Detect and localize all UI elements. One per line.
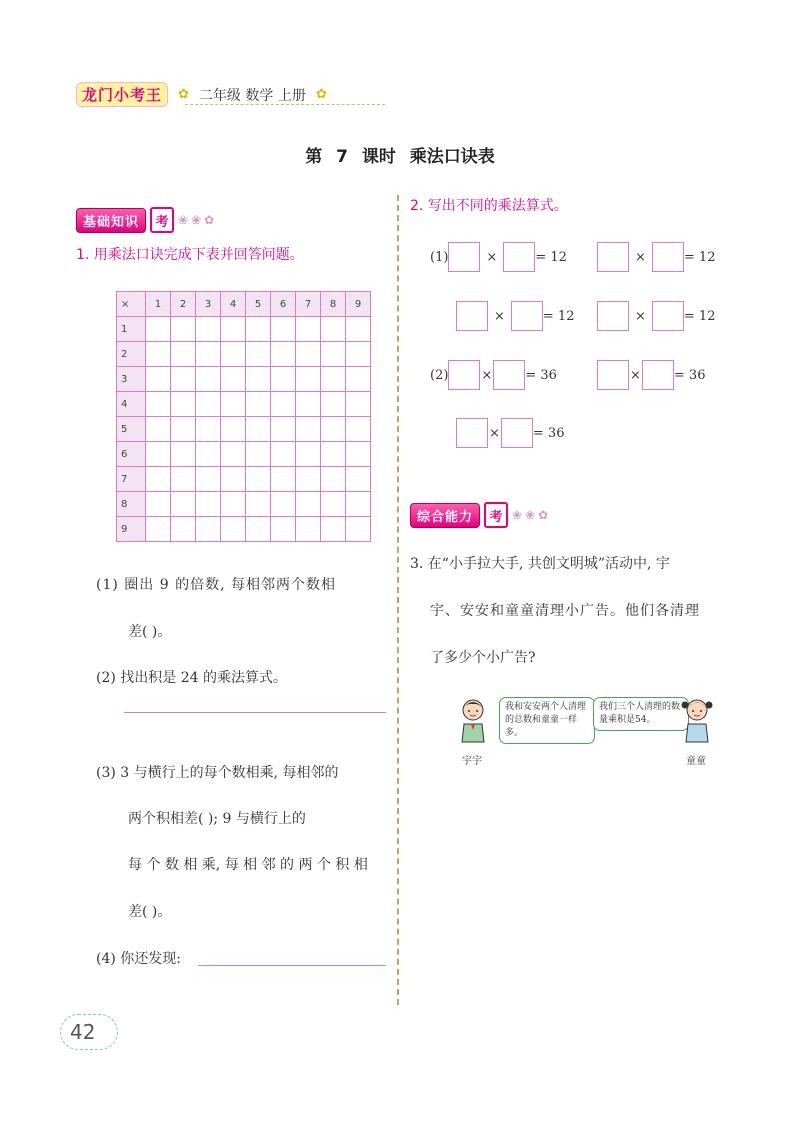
q2-eq-4 xyxy=(597,301,715,331)
table-answer-cell[interactable] xyxy=(346,317,371,342)
table-row-label: 1 xyxy=(117,317,146,342)
table-answer-cell[interactable] xyxy=(146,367,171,392)
times-sign: × xyxy=(630,367,641,383)
table-answer-cell[interactable] xyxy=(321,417,346,442)
table-answer-cell[interactable] xyxy=(321,517,346,542)
section-basic-label: 基础知识 xyxy=(76,208,146,233)
table-row-label: 6 xyxy=(117,442,146,467)
section-comprehensive xyxy=(410,502,551,528)
answer-box[interactable] xyxy=(652,242,684,272)
table-answer-cell[interactable] xyxy=(221,517,246,542)
table-answer-cell[interactable] xyxy=(221,417,246,442)
table-answer-cell[interactable] xyxy=(321,392,346,417)
table-answer-cell[interactable] xyxy=(296,417,321,442)
q2-eq-6 xyxy=(597,360,705,390)
q1-sub3-line4: 差( )。 xyxy=(128,904,172,920)
answer-box[interactable] xyxy=(501,418,533,448)
table-answer-cell[interactable] xyxy=(171,517,196,542)
q1-sub4: (4) 你还发现: xyxy=(96,951,181,967)
table-answer-cell[interactable] xyxy=(246,342,271,367)
table-header-row xyxy=(117,292,371,317)
table-answer-cell[interactable] xyxy=(146,467,171,492)
table-row-label: 9 xyxy=(117,517,146,542)
table-answer-cell[interactable] xyxy=(196,367,221,392)
answer-box[interactable] xyxy=(597,242,629,272)
table-answer-cell[interactable] xyxy=(321,317,346,342)
table-answer-cell[interactable] xyxy=(171,442,196,467)
table-answer-cell[interactable] xyxy=(246,492,271,517)
table-header-cell: 4 xyxy=(221,292,246,317)
table-answer-cell[interactable] xyxy=(146,342,171,367)
butterfly-icon: ✿ xyxy=(178,87,189,102)
table-answer-cell[interactable] xyxy=(246,367,271,392)
table-answer-cell[interactable] xyxy=(146,517,171,542)
table-answer-cell[interactable] xyxy=(346,392,371,417)
table-answer-cell[interactable] xyxy=(146,392,171,417)
table-row xyxy=(117,417,371,442)
table-answer-cell[interactable] xyxy=(171,317,196,342)
answer-box[interactable] xyxy=(511,301,543,331)
table-row-label: 2 xyxy=(117,342,146,367)
table-answer-cell[interactable] xyxy=(296,367,321,392)
answer-box[interactable] xyxy=(597,360,629,390)
table-answer-cell[interactable] xyxy=(321,442,346,467)
table-row-label: 8 xyxy=(117,492,146,517)
header-divider xyxy=(185,104,385,105)
q3-line3: 了多少个小广告? xyxy=(430,650,536,666)
table-answer-cell[interactable] xyxy=(346,367,371,392)
table-answer-cell[interactable] xyxy=(146,492,171,517)
kid-yuyu xyxy=(456,696,490,748)
table-answer-cell[interactable] xyxy=(171,367,196,392)
table-answer-cell[interactable] xyxy=(321,467,346,492)
equals-36: = 36 xyxy=(525,367,557,383)
kao-badge: 考 xyxy=(150,207,174,233)
table-row-label: 5 xyxy=(117,417,146,442)
answer-box[interactable] xyxy=(493,360,525,390)
table-answer-cell[interactable] xyxy=(296,467,321,492)
table-answer-cell[interactable] xyxy=(346,342,371,367)
table-answer-cell[interactable] xyxy=(246,317,271,342)
table-answer-cell[interactable] xyxy=(221,467,246,492)
table-answer-cell[interactable] xyxy=(171,492,196,517)
q3-line1-text: 3. 在“小手拉大手, 共创文明城”活动中, 宇 xyxy=(410,556,670,572)
table-answer-cell[interactable] xyxy=(171,392,196,417)
boy-icon xyxy=(456,696,490,744)
table-answer-cell[interactable] xyxy=(271,342,296,367)
kid-tongtong xyxy=(680,696,714,748)
table-answer-cell[interactable] xyxy=(221,492,246,517)
q2-eq-1 xyxy=(430,242,567,272)
table-answer-cell[interactable] xyxy=(271,467,296,492)
section-basic xyxy=(76,207,217,233)
table-header-cell: 9 xyxy=(346,292,371,317)
table-header-cell: 2 xyxy=(171,292,196,317)
table-answer-cell[interactable] xyxy=(196,517,221,542)
table-answer-cell[interactable] xyxy=(196,492,221,517)
name-yuyu: 宇宇 xyxy=(462,756,482,767)
table-answer-cell[interactable] xyxy=(196,417,221,442)
table-answer-cell[interactable] xyxy=(221,317,246,342)
table-answer-cell[interactable] xyxy=(246,417,271,442)
table-answer-cell[interactable] xyxy=(246,517,271,542)
table-answer-cell[interactable] xyxy=(321,492,346,517)
table-answer-cell[interactable] xyxy=(271,492,296,517)
table-answer-cell[interactable] xyxy=(196,342,221,367)
equals-36: = 36 xyxy=(532,425,565,441)
table-answer-cell[interactable] xyxy=(271,367,296,392)
table-answer-cell[interactable] xyxy=(196,317,221,342)
butterfly-decoration-icon: ❀❀✿ xyxy=(512,508,552,522)
table-header-cell: 6 xyxy=(271,292,296,317)
table-answer-cell[interactable] xyxy=(246,392,271,417)
answer-box[interactable] xyxy=(448,360,480,390)
table-row-label: 3 xyxy=(117,367,146,392)
column-divider xyxy=(397,195,399,1005)
times-sign: × xyxy=(481,367,493,383)
table-answer-cell[interactable] xyxy=(346,467,371,492)
brand-subtitle: 二年级 数学 上册 xyxy=(198,87,306,104)
table-answer-cell[interactable] xyxy=(196,392,221,417)
table-answer-cell[interactable] xyxy=(146,417,171,442)
q3-line2: 宇、安安和童童清理小广告。他们各清理 xyxy=(430,603,700,619)
table-row xyxy=(117,442,371,467)
table-answer-cell[interactable] xyxy=(271,317,296,342)
table-answer-cell[interactable] xyxy=(271,392,296,417)
table-header-cell: × xyxy=(117,292,146,317)
table-answer-cell[interactable] xyxy=(196,442,221,467)
table-answer-cell[interactable] xyxy=(271,517,296,542)
brand-logo: 龙门小考王 xyxy=(76,82,168,107)
times-sign: × xyxy=(494,308,505,324)
table-answer-cell[interactable] xyxy=(321,342,346,367)
times-sign: × xyxy=(635,249,646,265)
q2-eq-3 xyxy=(456,301,574,331)
answer-box[interactable] xyxy=(652,301,684,331)
table-answer-cell[interactable] xyxy=(146,442,171,467)
q2-eq-7 xyxy=(456,418,564,448)
table-answer-cell[interactable] xyxy=(296,442,321,467)
speech-bubble-yuyu: 我和安安两个人清理的总数和童童一样多。 xyxy=(499,697,595,744)
table-header-cell: 7 xyxy=(296,292,321,317)
q1-sub1-line2: 差( )。 xyxy=(128,624,172,640)
q2-title: 2. 写出不同的乘法算式。 xyxy=(410,198,568,214)
table-row xyxy=(117,492,371,517)
q1-title: 1. 用乘法口诀完成下表并回答问题。 xyxy=(76,247,304,263)
kao-badge: 考 xyxy=(484,502,508,528)
q2-eq-2 xyxy=(597,242,715,272)
q1-sub2-answer-line[interactable] xyxy=(124,712,386,713)
table-header-cell: 5 xyxy=(246,292,271,317)
table-answer-cell[interactable] xyxy=(221,342,246,367)
table-row xyxy=(117,517,371,542)
equals-12: = 12 xyxy=(683,249,716,265)
answer-box[interactable] xyxy=(456,418,488,448)
table-answer-cell[interactable] xyxy=(346,517,371,542)
q1-sub3-line2: 两个积相差( ); 9 与横行上的 xyxy=(128,811,306,827)
q1-sub3-line3: 每 个 数 相 乘, 每 相 邻 的 两 个 积 相 xyxy=(128,857,368,873)
table-row-label: 4 xyxy=(117,392,146,417)
q1-sub3-line1: (3) 3 与横行上的每个数相乘, 每相邻的 xyxy=(96,765,339,781)
table-answer-cell[interactable] xyxy=(296,317,321,342)
answer-box[interactable] xyxy=(597,301,629,331)
speech-bubble-tongtong: 我们三个人清理的数量乘积是54。 xyxy=(593,697,689,731)
butterfly-decoration-icon: ❀❀✿ xyxy=(178,213,218,227)
answer-box[interactable] xyxy=(448,242,480,272)
table-answer-cell[interactable] xyxy=(271,417,296,442)
girl-icon xyxy=(680,696,714,744)
answer-box[interactable] xyxy=(642,360,674,390)
table-answer-cell[interactable] xyxy=(146,317,171,342)
table-answer-cell[interactable] xyxy=(346,442,371,467)
table-answer-cell[interactable] xyxy=(246,467,271,492)
answer-box[interactable] xyxy=(456,301,488,331)
table-answer-cell[interactable] xyxy=(171,417,196,442)
table-row xyxy=(117,342,371,367)
table-answer-cell[interactable] xyxy=(171,342,196,367)
equals-12: = 12 xyxy=(683,308,716,324)
table-header-cell: 3 xyxy=(196,292,221,317)
table-answer-cell[interactable] xyxy=(246,442,271,467)
page-number: 42 xyxy=(70,1020,96,1044)
q2-part2-label: (2) xyxy=(430,367,449,383)
table-row xyxy=(117,367,371,392)
table-row xyxy=(117,392,371,417)
name-tongtong: 童童 xyxy=(686,756,706,767)
equals-12: = 12 xyxy=(542,308,575,324)
table-row xyxy=(117,317,371,342)
butterfly-icon: ✿ xyxy=(315,87,327,102)
table-answer-cell[interactable] xyxy=(171,467,196,492)
table-answer-cell[interactable] xyxy=(296,517,321,542)
table-answer-cell[interactable] xyxy=(221,367,246,392)
q1-sub4-answer-line[interactable] xyxy=(198,965,386,966)
q1-sub1-line1: (1) 圈出 9 的倍数, 每相邻两个数相 xyxy=(96,577,336,593)
q2-part1-label: (1) xyxy=(430,249,449,265)
times-sign: × xyxy=(486,249,498,265)
table-answer-cell[interactable] xyxy=(346,492,371,517)
q1-sub2: (2) 找出积是 24 的乘法算式。 xyxy=(96,670,287,686)
equals-12: = 12 xyxy=(535,249,567,265)
q2-eq-5 xyxy=(430,360,557,390)
table-answer-cell[interactable] xyxy=(221,442,246,467)
table-header-cell: 8 xyxy=(321,292,346,317)
table-answer-cell[interactable] xyxy=(271,442,296,467)
table-answer-cell[interactable] xyxy=(346,417,371,442)
table-header-cell: 1 xyxy=(146,292,171,317)
answer-box[interactable] xyxy=(503,242,535,272)
multiplication-table xyxy=(116,291,371,542)
table-row xyxy=(117,467,371,492)
table-row-label: 7 xyxy=(117,467,146,492)
section-comprehensive-label: 综合能力 xyxy=(410,503,480,528)
times-sign: × xyxy=(635,308,646,324)
table-answer-cell[interactable] xyxy=(296,392,321,417)
equals-36: = 36 xyxy=(673,367,706,383)
table-answer-cell[interactable] xyxy=(321,367,346,392)
lesson-title: 第 7 课时 乘法口诀表 xyxy=(305,147,495,167)
table-answer-cell[interactable] xyxy=(296,492,321,517)
table-answer-cell[interactable] xyxy=(296,342,321,367)
table-answer-cell[interactable] xyxy=(196,467,221,492)
table-answer-cell[interactable] xyxy=(221,392,246,417)
times-sign: × xyxy=(489,425,500,441)
q3-line1 xyxy=(410,553,670,573)
